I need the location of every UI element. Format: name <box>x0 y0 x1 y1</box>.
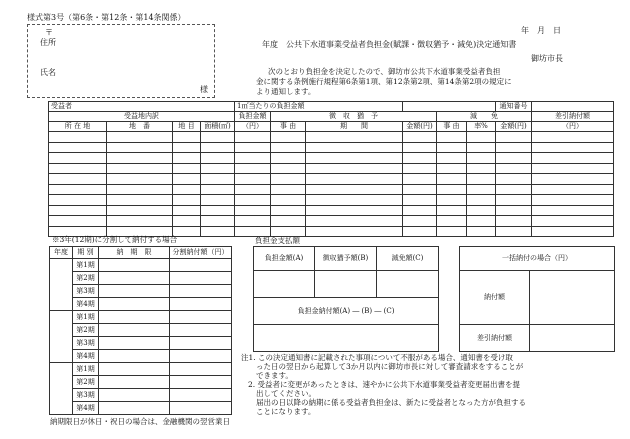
list-item <box>50 402 232 415</box>
payable-label: 負担金納付額(A) ― (B) ― (C) <box>254 298 439 325</box>
year-cell <box>50 363 73 415</box>
table-cell <box>532 226 614 237</box>
beneficiary-label: 受益者 <box>49 102 235 112</box>
issuer: 御坊市長 <box>531 54 563 63</box>
table-cell <box>235 184 271 195</box>
table-cell <box>306 184 403 195</box>
address-label: 住所 <box>40 38 56 47</box>
table-cell <box>532 205 614 216</box>
table-cell <box>107 216 173 227</box>
table-cell <box>49 153 107 164</box>
table-cell <box>173 153 201 164</box>
table-cell <box>496 142 532 153</box>
table-cell <box>496 153 532 164</box>
payable-value <box>254 325 439 352</box>
table-row <box>49 163 614 174</box>
table-row <box>49 132 614 143</box>
installment-label: 第3期 <box>73 337 99 350</box>
table-cell <box>173 163 201 174</box>
table-cell <box>532 153 614 164</box>
table-cell <box>467 205 496 216</box>
installment-amount-cell <box>170 298 232 311</box>
table-row <box>49 174 614 185</box>
table-cell <box>201 226 235 237</box>
note-line-4: 2. 受益者に変更があったときは、速やかに公共下水道事業受益者変更届出書を提 <box>248 380 520 389</box>
table-cell <box>107 205 173 216</box>
installment-amount-cell <box>170 376 232 389</box>
lump-sum-net-value <box>530 325 615 352</box>
installment-label: 第3期 <box>73 389 99 402</box>
table-cell <box>306 216 403 227</box>
table-row <box>49 142 614 153</box>
installment-label: 第1期 <box>73 259 99 272</box>
unit-charge-value <box>403 102 496 112</box>
table-cell <box>235 205 271 216</box>
table-cell <box>437 216 467 227</box>
honorific: 様 <box>200 85 208 94</box>
col-rate: 率% <box>467 122 496 132</box>
table-cell <box>107 195 173 206</box>
table-cell <box>173 132 201 143</box>
reduction-section-header: 減 免 <box>437 112 532 122</box>
table-cell <box>49 184 107 195</box>
due-date-cell <box>99 337 170 350</box>
table-cell <box>532 142 614 153</box>
table-cell <box>467 216 496 227</box>
table-cell <box>496 226 532 237</box>
table-cell <box>496 174 532 185</box>
installment-label: 第4期 <box>73 298 99 311</box>
name-label: 氏名 <box>40 68 56 77</box>
table-cell <box>271 226 306 237</box>
table-cell <box>201 184 235 195</box>
table-cell <box>201 163 235 174</box>
due-date-cell <box>99 311 170 324</box>
table-cell <box>173 205 201 216</box>
table-cell <box>107 142 173 153</box>
table-cell <box>271 195 306 206</box>
table-cell <box>235 216 271 227</box>
installment-label: 第4期 <box>73 402 99 415</box>
table-cell <box>532 163 614 174</box>
table-cell <box>467 226 496 237</box>
table-cell <box>107 163 173 174</box>
deferral-b-value <box>315 271 377 298</box>
table-cell <box>107 153 173 164</box>
unit-charge-label: 1㎡当たりの負担金額 <box>235 102 403 112</box>
installment-label: 第2期 <box>73 376 99 389</box>
col-installment-amount: 分割納付額（円） <box>170 247 232 259</box>
table-cell <box>107 132 173 143</box>
due-date-cell <box>99 350 170 363</box>
list-item <box>50 259 232 272</box>
due-date-cell <box>99 402 170 415</box>
table-cell <box>532 174 614 185</box>
table-cell <box>271 216 306 227</box>
installment-label: 第2期 <box>73 272 99 285</box>
table-cell <box>271 163 306 174</box>
table-cell <box>496 163 532 174</box>
installment-label: 第2期 <box>73 324 99 337</box>
col-location: 所 在 地 <box>49 122 107 132</box>
year-cell <box>50 311 73 363</box>
table-cell <box>437 142 467 153</box>
table-cell <box>173 195 201 206</box>
deferral-b-label: 徴収猶予額(B) <box>315 247 377 271</box>
installment-amount-cell <box>170 259 232 272</box>
body-line-3: より通知します。 <box>256 87 316 96</box>
table-row <box>49 195 614 206</box>
table-cell <box>403 184 437 195</box>
table-cell <box>437 132 467 143</box>
table-cell <box>467 142 496 153</box>
col-due-date: 納 期 限 <box>99 247 170 259</box>
table-cell <box>235 142 271 153</box>
table-cell <box>403 226 437 237</box>
table-cell <box>467 174 496 185</box>
table-cell <box>437 195 467 206</box>
note-line-7: ことになります。 <box>256 407 316 416</box>
installment-label: 第4期 <box>73 350 99 363</box>
due-date-cell <box>99 272 170 285</box>
notice-number-value <box>532 102 614 112</box>
col-installment: 期 別 <box>73 247 99 259</box>
charge-label: 負担金額 <box>235 112 271 122</box>
table-cell <box>437 153 467 164</box>
net-charge-unit: （円） <box>532 122 614 132</box>
table-cell <box>235 153 271 164</box>
lump-sum-net-label: 差引納付額 <box>460 325 530 352</box>
table-cell <box>467 184 496 195</box>
list-item <box>50 363 232 376</box>
installment-label: 第1期 <box>73 363 99 376</box>
list-item <box>50 298 232 311</box>
charge-a-label: 負担金額(A) <box>254 247 315 271</box>
table-cell <box>437 174 467 185</box>
table-cell <box>49 142 107 153</box>
lump-sum-title: 一括納付の場合（円） <box>460 247 615 271</box>
table-cell <box>306 163 403 174</box>
table-cell <box>235 163 271 174</box>
table-cell <box>201 205 235 216</box>
table-cell <box>235 195 271 206</box>
table-cell <box>437 184 467 195</box>
payment-caption: 負担金支払額 <box>255 236 300 245</box>
installment-amount-cell <box>170 350 232 363</box>
col-reason: 事 由 <box>271 122 306 132</box>
charge-a-value <box>254 271 315 298</box>
col-period: 期 間 <box>306 122 403 132</box>
reduction-c-value <box>377 271 439 298</box>
table-cell <box>306 195 403 206</box>
list-item <box>50 389 232 402</box>
table-row <box>49 216 614 227</box>
table-cell <box>49 163 107 174</box>
installment-amount-cell <box>170 363 232 376</box>
table-cell <box>437 205 467 216</box>
table-cell <box>173 216 201 227</box>
table-cell <box>107 174 173 185</box>
table-cell <box>49 205 107 216</box>
table-cell <box>306 174 403 185</box>
table-cell <box>201 195 235 206</box>
table-cell <box>496 195 532 206</box>
due-date-cell <box>99 376 170 389</box>
table-cell <box>271 205 306 216</box>
table-cell <box>271 132 306 143</box>
table-cell <box>235 174 271 185</box>
installment-amount-cell <box>170 272 232 285</box>
table-cell <box>201 216 235 227</box>
table-cell <box>201 153 235 164</box>
due-date-cell <box>99 259 170 272</box>
table-cell <box>467 195 496 206</box>
table-cell <box>496 184 532 195</box>
payment-table <box>253 246 439 352</box>
list-item <box>50 350 232 363</box>
table-cell <box>403 132 437 143</box>
charge-unit: （円） <box>235 122 271 132</box>
due-date-cell <box>99 389 170 402</box>
deferral-section-header: 徴 収 猶 予 <box>271 112 437 122</box>
due-date-cell <box>99 285 170 298</box>
table-cell <box>496 205 532 216</box>
document-title: 年度 公共下水道事業受益者負担金(賦課・徴収猶予・減免)決定通知書 <box>262 40 517 49</box>
table-row <box>49 153 614 164</box>
table-cell <box>467 153 496 164</box>
postal-mark: 〒 <box>45 28 53 37</box>
list-item <box>50 272 232 285</box>
note-line-3: できます。 <box>256 371 293 380</box>
address-box <box>27 24 215 98</box>
table-cell <box>49 132 107 143</box>
table-cell <box>107 184 173 195</box>
note-line-1: 注1. この決定通知書に記載された事項について不服がある場合、通知書を受け取 <box>241 353 513 362</box>
table-cell <box>306 205 403 216</box>
table-cell <box>403 142 437 153</box>
main-table <box>48 101 614 237</box>
table-cell <box>49 216 107 227</box>
table-cell <box>467 163 496 174</box>
list-item <box>50 337 232 350</box>
table-cell <box>467 132 496 143</box>
table-cell <box>532 184 614 195</box>
table-cell <box>403 205 437 216</box>
table-cell <box>403 174 437 185</box>
table-cell <box>271 174 306 185</box>
installment-label: 第1期 <box>73 311 99 324</box>
table-cell <box>306 142 403 153</box>
table-cell <box>201 132 235 143</box>
table-cell <box>173 184 201 195</box>
installments-caption: ※3年(12期)に分割して納付する場合 <box>52 235 178 244</box>
col-category: 地 目 <box>173 122 201 132</box>
table-cell <box>271 153 306 164</box>
reduction-c-label: 減免額(C) <box>377 247 439 271</box>
table-cell <box>271 184 306 195</box>
date-label: 年 月 日 <box>521 26 561 35</box>
due-date-cell <box>99 324 170 337</box>
table-cell <box>403 216 437 227</box>
due-date-cell <box>99 363 170 376</box>
land-section-header: 受益地内訳 <box>49 112 235 122</box>
year-cell <box>50 259 73 311</box>
col-year: 年度 <box>50 247 73 259</box>
note-line-2: った日の翌日から起算して3か月以内に御坊市長に対して審査請求をすることが <box>256 362 524 371</box>
lump-sum-amount-value <box>530 271 615 325</box>
list-item <box>50 285 232 298</box>
form-number: 様式第3号（第6条・第12条・第14条関係） <box>27 13 186 22</box>
table-row <box>49 205 614 216</box>
col-lot: 地 番 <box>107 122 173 132</box>
installment-amount-cell <box>170 285 232 298</box>
table-cell <box>271 142 306 153</box>
installments-table <box>49 246 232 415</box>
table-cell <box>532 132 614 143</box>
note-line-5: 出してください。 <box>256 389 316 398</box>
installment-amount-cell <box>170 337 232 350</box>
col-amount2: 金額(円) <box>496 122 532 132</box>
col-amount: 金額(円) <box>403 122 437 132</box>
notice-number-label: 通知番号 <box>496 102 532 112</box>
installment-label: 第3期 <box>73 285 99 298</box>
table-cell <box>201 174 235 185</box>
body-line-2: 金に関する条例施行規程第6条第1項、第12条第2項、第14条第2項の規定に <box>256 77 512 86</box>
list-item <box>50 376 232 389</box>
table-cell <box>403 195 437 206</box>
table-cell <box>532 195 614 206</box>
table-cell <box>201 142 235 153</box>
note-line-6: 届出の日以降の納期に係る受益者負担金は、新たに受益者となった方が負担する <box>256 398 526 407</box>
table-cell <box>437 226 467 237</box>
table-cell <box>235 226 271 237</box>
table-cell <box>49 174 107 185</box>
table-cell <box>437 163 467 174</box>
table-cell <box>306 226 403 237</box>
table-row <box>49 184 614 195</box>
installment-amount-cell <box>170 311 232 324</box>
lump-sum-table <box>459 246 615 352</box>
holiday-note: 納期限日が休日・祝日の場合は、金融機関の翌営業日 <box>50 417 230 426</box>
body-line-1: 次のとおり負担金を決定したので、御坊市公共下水道事業受益者負担 <box>268 67 501 76</box>
installment-amount-cell <box>170 324 232 337</box>
installment-amount-cell <box>170 402 232 415</box>
table-cell <box>403 153 437 164</box>
table-cell <box>306 132 403 143</box>
list-item <box>50 311 232 324</box>
table-cell <box>532 216 614 227</box>
table-cell <box>496 216 532 227</box>
col-area: 面積(㎡) <box>201 122 235 132</box>
due-date-cell <box>99 298 170 311</box>
net-charge-label: 差引納付額 <box>532 112 614 122</box>
table-cell <box>306 153 403 164</box>
table-cell <box>173 174 201 185</box>
col-reason2: 事 由 <box>437 122 467 132</box>
table-cell <box>235 132 271 143</box>
lump-sum-amount-label: 納付額 <box>460 271 530 325</box>
table-cell <box>173 142 201 153</box>
table-cell <box>496 132 532 143</box>
list-item <box>50 324 232 337</box>
table-cell <box>403 163 437 174</box>
installment-amount-cell <box>170 389 232 402</box>
table-cell <box>49 195 107 206</box>
